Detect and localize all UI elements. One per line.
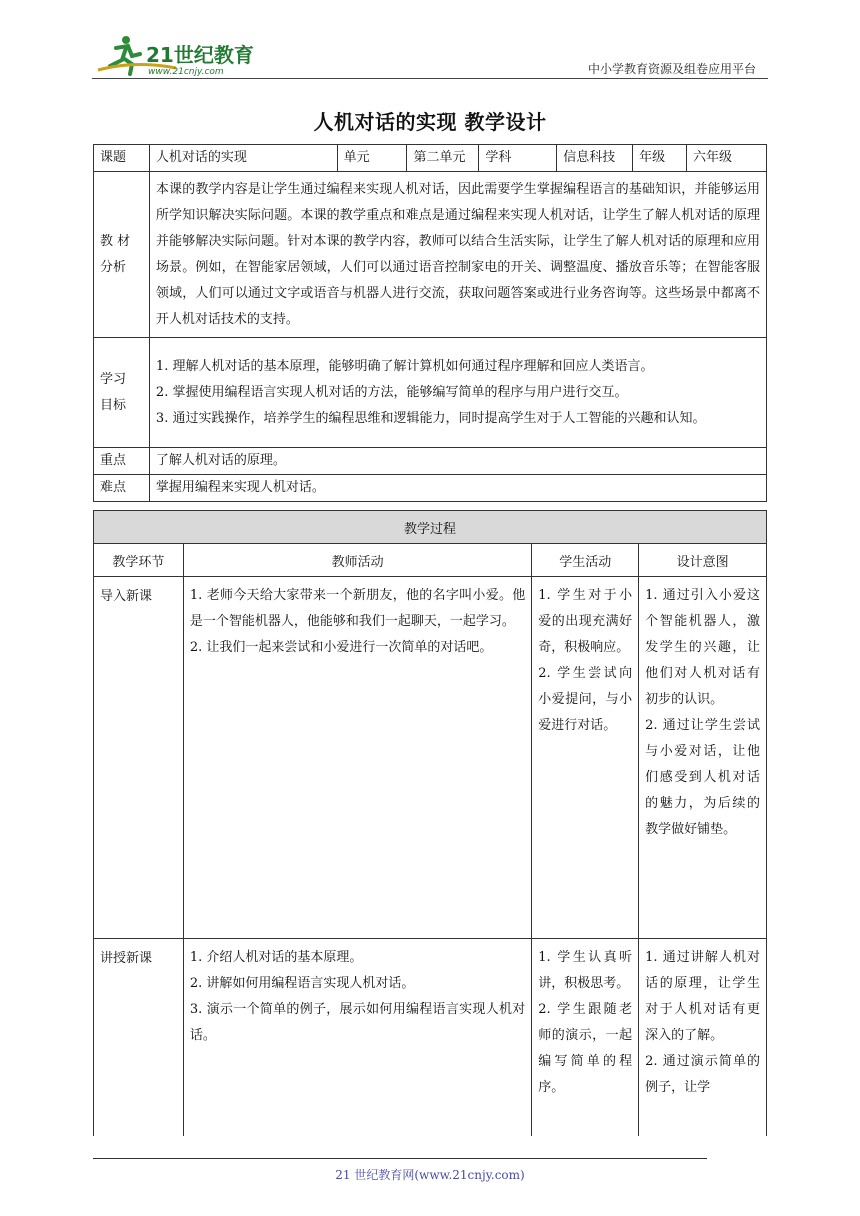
goals-label: 学习 目标	[94, 338, 150, 448]
goals-list	[149, 338, 766, 448]
goal-item: 2. 掌握使用编程语言实现人机对话的方法，能够编写简单的程序与用户进行交互。	[155, 384, 628, 400]
topic-value: 人机对话的实现	[149, 145, 337, 172]
svg-text:21世纪教育: 21世纪教育	[146, 43, 254, 67]
difficulty-value: 掌握用编程来实现人机对话。	[149, 475, 766, 502]
goal-item: 3. 通过实践操作，培养学生的编程思维和逻辑能力，同时提高学生对于人工智能的兴趣和认知。	[155, 410, 706, 426]
analysis-text: 本课的教学内容是让学生通过编程来实现人机对话，因此需要学生掌握编程语言的基础知识，并能够运用所学知识解决实际问题。本课的教学重点和难点是通过编程来实现人机对话，让学生了解人机对话的原理并能够解决实际问题。针对本课的教学内容，教师可以结合生活实际，让学生了解人机对话的原理和应用场景。例如，在智能家居领域，人们可以通过语音控制家电的开关、调整温度、播放音乐等；在智能客服领域，人们可以通过文字或语音与机器人进行交流，获取问题答案或进行业务咨询等。这些场景中都离不开人机对话技术的支持。	[149, 172, 766, 338]
process-header-row	[94, 544, 767, 577]
page-title: 人机对话的实现 教学设计	[313, 110, 547, 134]
goals-row	[94, 338, 767, 448]
difficulty-label: 难点	[94, 475, 150, 502]
col-stage: 教学环节	[94, 544, 184, 577]
process-row	[94, 939, 767, 1139]
student-cell: 1. 学生认真听讲，积极思考。 2. 学生跟随老师的演示，一起编写简单的程序。	[532, 939, 639, 1139]
teacher-cell: 1. 老师今天给大家带来一个新朋友，他的名字叫小爱。他是一个智能机器人，他能够和我们一起聊天，一起学习。 2. 让我们一起来尝试和小爱进行一次简单的对话吧。	[183, 577, 531, 939]
stage-cell: 讲授新课	[94, 939, 184, 1139]
student-cell: 1. 学生对于小爱的出现充满好奇，积极响应。 2. 学生尝试向小爱提问，与小爱进行对话。	[532, 577, 639, 939]
footer-divider	[93, 1158, 707, 1159]
col-teacher: 教师活动	[183, 544, 531, 577]
process-heading: 教学过程	[94, 511, 767, 544]
process-row	[94, 577, 767, 939]
key-row	[94, 448, 767, 475]
unit-value: 第二单元	[407, 145, 479, 172]
col-intent: 设计意图	[639, 544, 767, 577]
site-logo	[96, 34, 266, 78]
platform-name: 中小学教育资源及组卷应用平台	[587, 62, 756, 76]
intent-cell: 1. 通过讲解人机对话的原理，让学生对于人机对话有更深入的了解。 2. 通过演示简单的例子，让学	[639, 939, 767, 1139]
teacher-cell: 1. 介绍人机对话的基本原理。 2. 讲解如何用编程语言实现人机对话。 3. 演示一个简单的例子，展示如何用编程语言实现人机对话。	[183, 939, 531, 1139]
teaching-process-table	[93, 510, 767, 1139]
topic-row	[94, 145, 767, 172]
subject-label: 学科	[479, 145, 557, 172]
analysis-label: 教 材 分析	[94, 172, 150, 338]
subject-value: 信息科技	[557, 145, 633, 172]
lesson-info-table	[93, 144, 767, 502]
grade-label: 年级	[633, 145, 687, 172]
key-value: 了解人机对话的原理。	[149, 448, 766, 475]
analysis-row	[94, 172, 767, 338]
header-divider	[92, 78, 768, 79]
grade-value: 六年级	[687, 145, 767, 172]
goal-item: 1. 理解人机对话的基本原理，能够明确了解计算机如何通过程序理解和回应人类语言。	[155, 358, 654, 374]
svg-text:www.21cnjy.com: www.21cnjy.com	[148, 67, 224, 77]
key-label: 重点	[94, 448, 150, 475]
stage-cell: 导入新课	[94, 577, 184, 939]
unit-label: 单元	[337, 145, 407, 172]
topic-label: 课题	[94, 145, 150, 172]
intent-cell: 1. 通过引入小爱这个智能机器人，激发学生的兴趣，让他们对人机对话有初步的认识。 2. 通过让学生尝试与小爱对话，让他们感受到人机对话的魅力，为后续的教学做好铺垫。	[639, 577, 767, 939]
footer-text: 21 世纪教育网(www.21cnjy.com)	[335, 1168, 525, 1182]
difficulty-row	[94, 475, 767, 502]
col-student: 学生活动	[532, 544, 639, 577]
